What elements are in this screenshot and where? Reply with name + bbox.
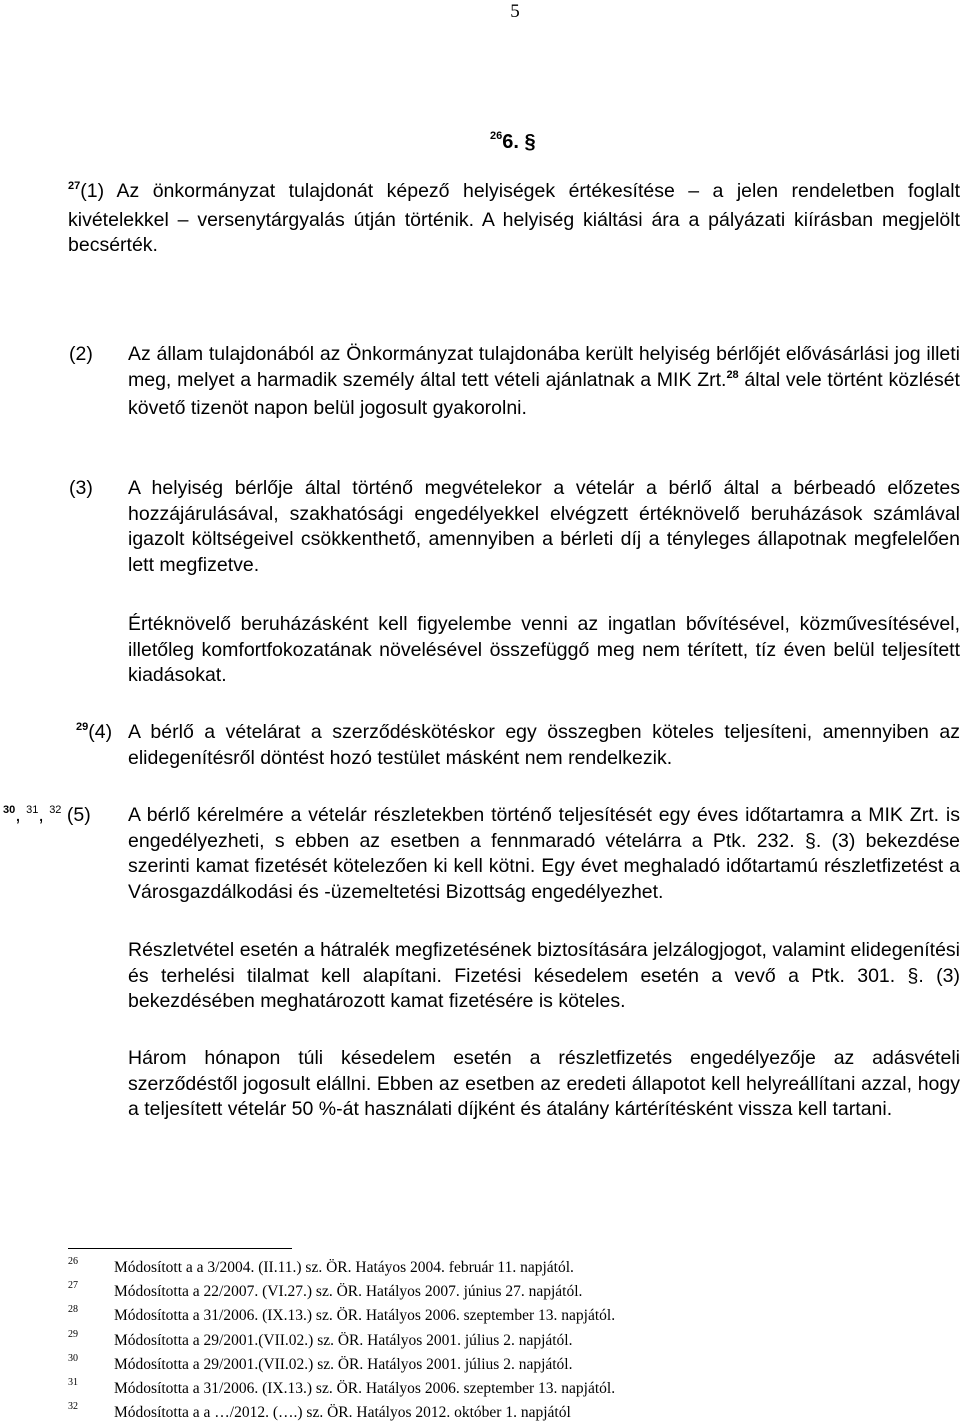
- footnote-ref[interactable]: 29: [76, 721, 89, 733]
- footnotes: [68, 1256, 948, 1425]
- footnote: [68, 1329, 948, 1353]
- footnote-number: 27: [68, 1280, 78, 1292]
- footnote: [68, 1256, 948, 1280]
- footnote-number: 28: [68, 1304, 78, 1316]
- footnote: [68, 1280, 948, 1304]
- paragraph-3: [69, 476, 960, 578]
- footnote-ref-31[interactable]: 31: [26, 804, 39, 816]
- paragraph-text: Az állam tulajdonából az Önkormányzat tulajdonába került helyiség bérlőjét elővásárlási jog illeti meg, melyet a harmadik személy által tett vételi ajánlatnak a MIK Zrt.: [128, 343, 960, 391]
- paragraph-text: A bérlő a vételárat a szerződéskötéskor egy összegben köteles teljesíteni, amennyiben az elidegenítésről döntést hozó testület másként nem rendelkezik.: [128, 721, 960, 769]
- footnote-text: Módosította a 31/2006. (IX.13.) sz. ÖR. Hatályos 2006. szeptember 13. napjától.: [114, 1307, 616, 1325]
- footnote: [68, 1401, 948, 1425]
- footnote-ref-30[interactable]: 30: [3, 804, 16, 816]
- page-number: 5: [510, 1, 520, 22]
- section-title: 6. §: [502, 131, 536, 153]
- paragraph-5: $^{30}$, $^{31}$, $^{32}$ (5) A bérlő kérelmére a vételár részletekben történő teljesítését egy éves időtartamra a MIK Zrt. is engedélyezheti, s ebben az esetben a fennmaradó vételárra a Ptk. 232. §. (3) bekezdése szerinti kamat fizetését kötelezően ki kell kötni. Egy évet meghaladó időtartamú részletfizetést a Városgazdálkodási és -üzemeltetési Bizottság engedélyezhet.: [3, 804, 960, 903]
- paragraph-4: [76, 720, 960, 771]
- footnote: [68, 1377, 948, 1401]
- paragraph-5-continuation-2: Három hónapon túli késedelem esetén a részletfizetés engedélyezője az adásvételi szerződéstől jogosult elállni. Ebben az esetben az eredeti állapotot kell helyreállítani azzal, hogy a teljesített vételár 50 %-át használati díjként és átalány kártérítésként vissza kell tartani.: [128, 1047, 960, 1120]
- paragraph-5-continuation-1: Részletvétel esetén a hátralék megfizetésének biztosítására jelzálogjogot, valamint elidegenítési és terhelési tilalmat kell alapítani. Fizetési késedelem esetén a vevő a Ptk. 301. §. (3) bekezdésében meghatározott kamat fizetésére is köteles.: [128, 939, 960, 1012]
- paragraph-text: A helyiség bérlője által történő megvételekor a vételár a bérlő által a bérbeadó előzetes hozzájárulásával, szakhatósági engedélyekkel elvégzett értéknövelő beruházások számlával igazolt költségeivel csökkenthető, amennyiben a bérleti díj a tényleges állapotnak megfelelően lett megfizetve.: [128, 477, 960, 576]
- footnote-separator: [68, 1248, 292, 1249]
- footnote-text: Módosította a 29/2001.(VII.02.) sz. ÖR. Hatályos 2001. július 2. napjától.: [114, 1355, 573, 1373]
- footnote-text: Módosította a 31/2006. (IX.13.) sz. ÖR. Hatályos 2006. szeptember 13. napjától.: [114, 1379, 616, 1397]
- footnote-number: 29: [68, 1328, 78, 1340]
- footnote-number: 30: [68, 1352, 78, 1364]
- footnote-number: 31: [68, 1376, 78, 1388]
- paragraph-1: [68, 179, 960, 259]
- paragraph-text: Az önkormányzat tulajdonát képező helyiségek értékesítése – a jelen rendeletben foglalt kivételekkel – versenytárgyalás útján történik. A helyiség kiáltási ára a pályázati kiírásban megjelölt becsérték.: [68, 180, 960, 256]
- footnote-number: 32: [68, 1401, 78, 1413]
- footnote: [68, 1353, 948, 1377]
- paragraph-number: (4): [88, 721, 113, 743]
- footnote-ref-32[interactable]: 32: [49, 804, 62, 816]
- paragraph-3-continuation: Értéknövelő beruházásként kell figyelembe venni az ingatlan bővítésével, közművesítésével, illetőleg komfortfokozatának növelésével összefüggő meg nem térített, tíz éven belül teljesített kiadásokat.: [128, 613, 960, 686]
- paragraph-number: (3): [69, 477, 93, 499]
- footnote-number: 26: [68, 1256, 78, 1267]
- paragraph-number: (1): [80, 180, 105, 202]
- footnote-ref[interactable]: 27: [68, 180, 81, 192]
- paragraph-number: (5): [66, 804, 91, 826]
- paragraph-text: A bérlő kérelmére a vételár részletekben történő teljesítését egy éves időtartamra a MIK Zrt. is engedélyezheti, s ebben az esetben a fennmaradó vételárra a Ptk. 232. §. (3) bekezdése szerinti kamat fizetését kötelezően ki kell kötni. Egy évet meghaladó időtartamú részletfizetést a Városgazdálkodási és -üzemeltetési Bizottság engedélyezhet.: [128, 804, 960, 903]
- footnote-text: Módosította a 22/2007. (VI.27.) sz. ÖR. Hatályos 2007. június 27. napjától.: [114, 1283, 583, 1301]
- footnote-text: Módosította a a …/2012. (….) sz. ÖR. Hatályos 2012. október 1. napjától: [114, 1404, 571, 1422]
- paragraph-text-cont: által vele történt közlését követő tizenöt napon belül jogosult gyakorolni.: [128, 368, 960, 419]
- section-heading: [490, 120, 536, 158]
- footnote-text: Módosított a a 3/2004. (II.11.) sz. ÖR. Hatáyos 2004. február 11. napjától.: [114, 1259, 574, 1276]
- paragraph-2: [69, 342, 960, 422]
- footnote-ref[interactable]: 26: [490, 130, 503, 142]
- paragraph-number: (2): [69, 343, 93, 365]
- footnote-text: Módosította a 29/2001.(VII.02.) sz. ÖR. Hatályos 2001. július 2. napjától.: [114, 1331, 573, 1349]
- footnote: [68, 1304, 948, 1328]
- footnote-ref[interactable]: 28: [726, 368, 739, 381]
